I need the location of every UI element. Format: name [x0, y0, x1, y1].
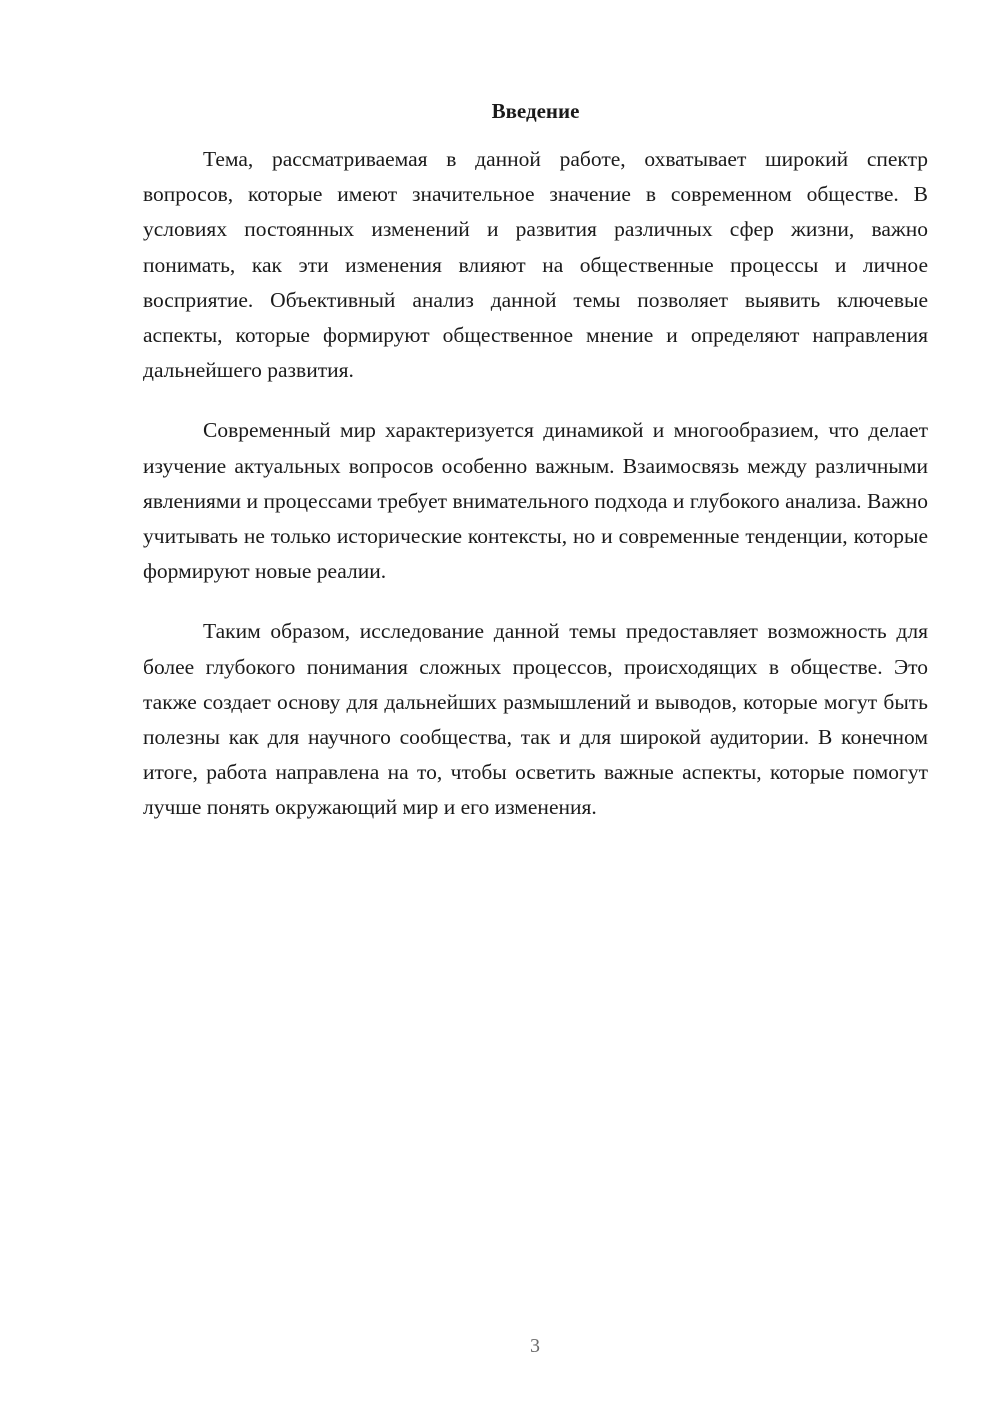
page-number: 3 [530, 1335, 540, 1357]
paragraph-2: Современный мир характеризуется динамикой и многообразием, что делает изучение актуальных вопросов особенно важным. Взаимосвязь между различными явлениями и процессами требует внимательного подхода и глубокого анализа. Важно учитывать не только исторические контексты, но и современные тенденции, которые формируют новые реалии. [143, 418, 928, 584]
paragraph-1: Тема, рассматриваемая в данной работе, охватывает широкий спектр вопросов, которые имеют значительное значение в современном обществе. В условиях постоянных изменений и развития различных сфер жизни, важно понимать, как эти изменения влияют на общественные процессы и личное восприятие. Объективный анализ данной темы позволяет выявить ключевые аспекты, которые формируют общественное мнение и определяют направления дальнейшего развития. [143, 147, 928, 383]
section-title: Введение [491, 99, 580, 123]
body-text [143, 142, 928, 851]
paragraph-3: Таким образом, исследование данной темы предоставляет возможность для более глубокого понимания сложных процессов, происходящих в обществе. Это также создает основу для дальнейших размышлений и выводов, которые могут быть полезны как для научного сообщества, так и для широкой аудитории. В конечном итоге, работа направлена на то, чтобы осветить важные аспекты, которые помогут лучше понять окружающий мир и его изменения. [143, 619, 928, 820]
